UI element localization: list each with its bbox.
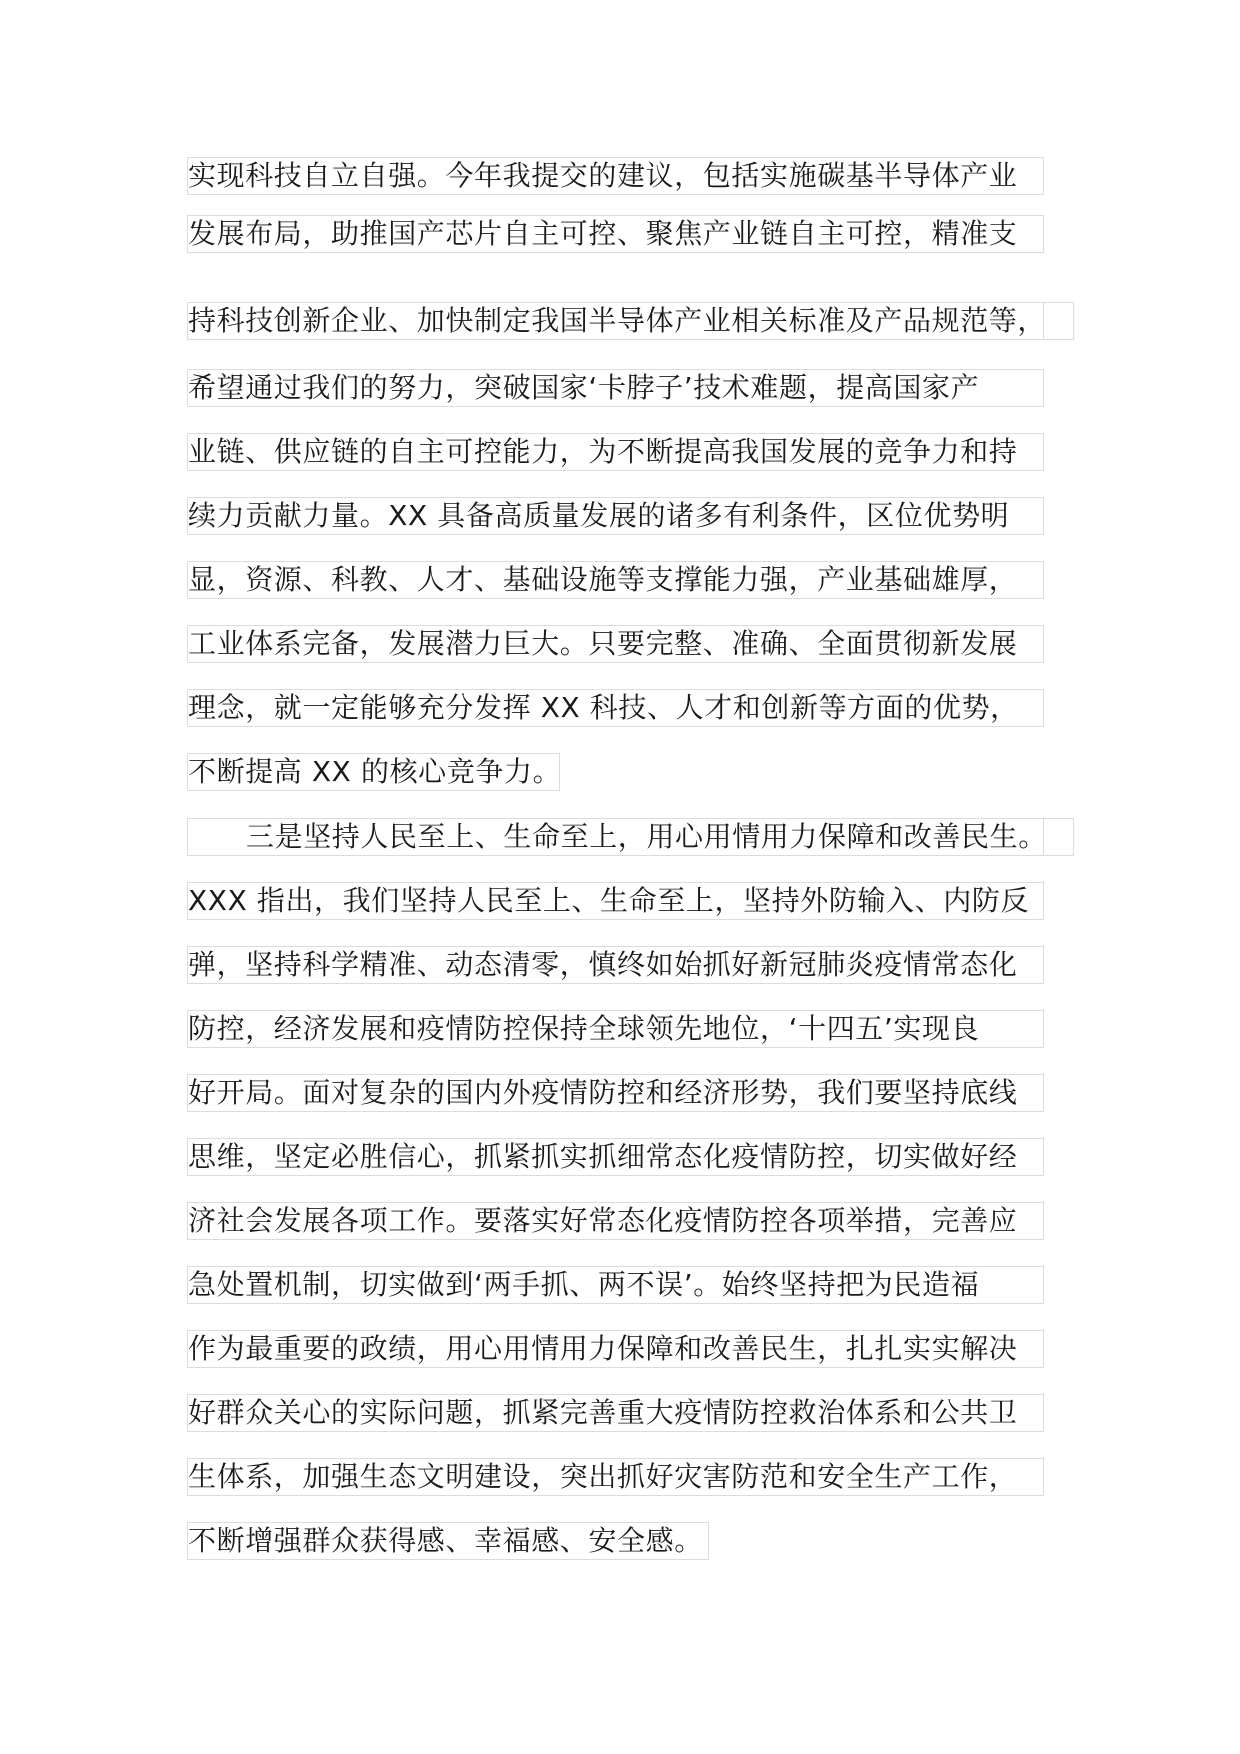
- text-line: 好开局。面对复杂的国内外疫情防控和经济形势，我们要坚持底线: [187, 1074, 1044, 1112]
- paragraph-first-line: 三是坚持人民至上、生命至上，用心用情用力保障和改善民生。: [187, 818, 1044, 856]
- text-line: 思维，坚定必胜信心，抓紧抓实抓细常态化疫情防控，切实做好经: [187, 1138, 1044, 1176]
- text-line: XXX 指出，我们坚持人民至上、生命至上，坚持外防输入、内防反: [187, 882, 1044, 920]
- line-overflow-box: [1044, 818, 1074, 856]
- text-line: 弹，坚持科学精准、动态清零，慎终如始抓好新冠肺炎疫情常态化: [187, 946, 1044, 984]
- text-line: 作为最重要的政绩，用心用情用力保障和改善民生，扎扎实实解决: [187, 1330, 1044, 1368]
- text-line: 希望通过我们的努力，突破国家‘卡脖子’技术难题，提高国家产: [187, 369, 1044, 407]
- text-line: 显，资源、科教、人才、基础设施等支撑能力强，产业基础雄厚，: [187, 561, 1044, 599]
- text-line: 济社会发展各项工作。要落实好常态化疫情防控各项举措，完善应: [187, 1202, 1044, 1240]
- text-line: 生体系，加强生态文明建设，突出抓好灾害防范和安全生产工作，: [187, 1458, 1044, 1496]
- text-line: 好群众关心的实际问题，抓紧完善重大疫情防控救治体系和公共卫: [187, 1394, 1044, 1432]
- text-line: 不断增强群众获得感、幸福感、安全感。: [187, 1522, 709, 1560]
- text-line: 业链、供应链的自主可控能力，为不断提高我国发展的竞争力和持: [187, 433, 1044, 471]
- text-line: 工业体系完备，发展潜力巨大。只要完整、准确、全面贯彻新发展: [187, 625, 1044, 663]
- text-line: 续力贡献力量。XX 具备高质量发展的诸多有利条件，区位优势明: [187, 497, 1044, 535]
- text-line: 急处置机制，切实做到‘两手抓、两不误’。始终坚持把为民造福: [187, 1266, 1044, 1304]
- text-line: 实现科技自立自强。今年我提交的建议，包括实施碳基半导体产业: [187, 157, 1044, 195]
- text-line: 防控，经济发展和疫情防控保持全球领先地位，‘十四五’实现良: [187, 1010, 1044, 1048]
- text-line: 持科技创新企业、加快制定我国半导体产业相关标准及产品规范等，: [187, 302, 1044, 340]
- line-overflow-box: [1044, 302, 1074, 340]
- text-line: 发展布局，助推国产芯片自主可控、聚焦产业链自主可控，精准支: [187, 215, 1044, 253]
- text-line: 不断提高 XX 的核心竞争力。: [187, 753, 560, 791]
- text-line: 理念，就一定能够充分发挥 XX 科技、人才和创新等方面的优势，: [187, 689, 1044, 727]
